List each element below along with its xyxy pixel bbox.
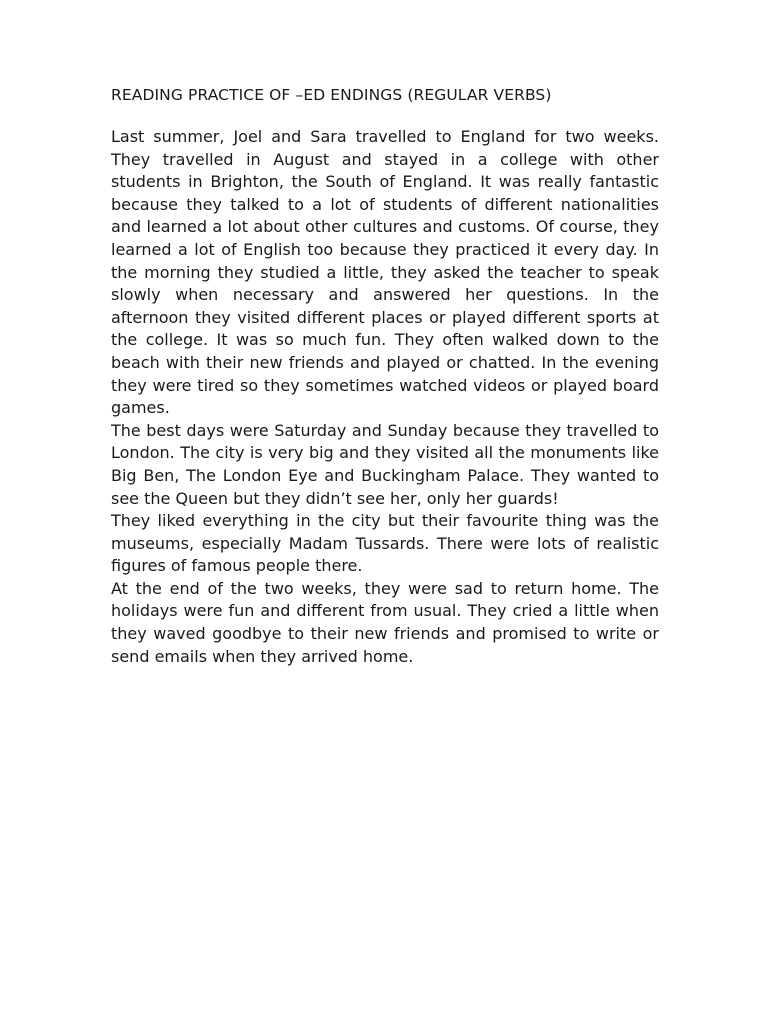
paragraph-museums: They liked everything in the city but their favourite thing was the museums, especially Madam Tussards. There were lots of realistic figures of famous people there.	[111, 511, 659, 576]
document-page	[111, 84, 659, 668]
paragraph-trip-summary: Last summer, Joel and Sara travelled to England for two weeks. They travelled in August and stayed in a college with other students in Brighton, the South of England. It was really fantastic because they talked to a lot of students of different nationalities and learned a lot about other cultures and customs. Of course, they learned a lot of English too because they practiced it every day. In the morning they studied a little, they asked the teacher to speak slowly when necessary and answered her questions. In the afternoon they visited different places or played different sports at the college. It was so much fun. They often walked down to the beach with their new friends and played or chatted. In the evening they were tired so they sometimes watched videos or played board games.	[111, 127, 659, 418]
document-title: READING PRACTICE OF –ED ENDINGS (REGULAR VERBS)	[111, 86, 552, 104]
paragraph-london-weekend: The best days were Saturday and Sunday because they travelled to London. The city is very big and they visited all the monuments like Big Ben, The London Eye and Buckingham Palace. They wanted to see the Queen but they didn’t see her, only her guards!	[111, 420, 659, 508]
paragraph-return-home: At the end of the two weeks, they were sad to return home. The holidays were fun and different from usual. They cried a little when they waved goodbye to their new friends and promised to write or send emails when they arrived home.	[111, 578, 659, 666]
